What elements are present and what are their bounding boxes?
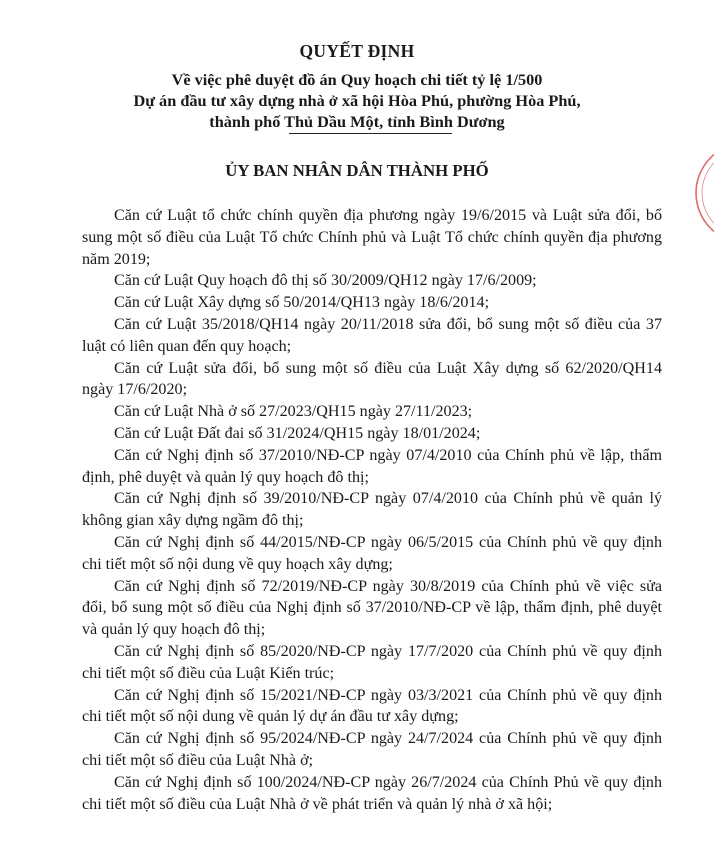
- legal-basis-paragraph: Căn cứ Luật Đất đai số 31/2024/QH15 ngày 18/01/2024;: [114, 424, 481, 442]
- legal-basis-paragraph: Căn cứ Nghị định số 100/2024/NĐ-CP ngày 26/7/2024 của Chính Phủ về quy định chi tiết một số điều của Luật Nhà ở về phát triển và quản lý nhà ở xã hội;: [82, 773, 662, 813]
- legal-basis-paragraph: Căn cứ Nghị định số 95/2024/NĐ-CP ngày 24/7/2024 của Chính phủ về quy định chi tiết một số điều của Luật Nhà ở;: [82, 730, 662, 769]
- legal-basis-paragraph: Căn cứ Nghị định số 39/2010/NĐ-CP ngày 07/4/2010 của Chính phủ về quản lý không gian xây dựng ngầm đô thị;: [82, 490, 662, 530]
- red-seal-stamp: [688, 138, 714, 248]
- document-subtitle: [0, 69, 714, 132]
- issuing-authority: ỦY BAN NHÂN DÂN THÀNH PHỐ: [225, 161, 489, 180]
- document-body: [82, 205, 662, 815]
- legal-basis-paragraph: Căn cứ Luật Nhà ở số 27/2023/QH15 ngày 27/11/2023;: [114, 403, 473, 421]
- legal-basis-paragraph: Căn cứ Nghị định số 15/2021/NĐ-CP ngày 03/3/2021 của Chính phủ về quy định chi tiết một số nội dung về quản lý dự án đầu tư xây dựng;: [82, 686, 662, 726]
- seal-text: [688, 168, 689, 229]
- subtitle-line: Dự án đầu tư xây dựng nhà ở xã hội Hòa Phú, phường Hòa Phú,: [133, 91, 581, 110]
- legal-basis-paragraph: Căn cứ Luật 35/2018/QH14 ngày 20/11/2018 sửa đổi, bổ sung một số điều của 37 luật có liên quan đến quy hoạch;: [82, 315, 662, 355]
- document-title: QUYẾT ĐỊNH: [299, 41, 415, 61]
- subtitle-line: Về việc phê duyệt đồ án Quy hoạch chi tiết tỷ lệ 1/500: [171, 70, 543, 89]
- legal-basis-paragraph: Căn cứ Nghị định số 37/2010/NĐ-CP ngày 07/4/2010 của Chính phủ về lập, thẩm định, phê duyệt và quản lý quy hoạch đô thị;: [82, 446, 662, 486]
- legal-basis-paragraph: Căn cứ Nghị định số 72/2019/NĐ-CP ngày 30/8/2019 của Chính phủ về việc sửa đổi, bổ sung một số điều của Nghị định số 37/2010/NĐ-CP về lập, thẩm định, phê duyệt và quản lý quy hoạch đô thị;: [82, 577, 662, 639]
- legal-basis-paragraph: Căn cứ Luật Quy hoạch đô thị số 30/2009/QH12 ngày 17/6/2009;: [114, 272, 537, 290]
- legal-basis-paragraph: Căn cứ Nghị định số 85/2020/NĐ-CP ngày 17/7/2020 của Chính phủ về quy định chi tiết một số điều của Luật Kiến trúc;: [82, 642, 662, 682]
- legal-basis-paragraph: Căn cứ Luật Xây dựng số 50/2014/QH13 ngày 18/6/2014;: [114, 294, 490, 312]
- legal-basis-paragraph: Căn cứ Nghị định số 44/2015/NĐ-CP ngày 06/5/2015 của Chính phủ về quy định chi tiết một số nội dung về quy hoạch xây dựng;: [82, 533, 662, 573]
- legal-basis-paragraph: Căn cứ Luật sửa đổi, bổ sung một số điều của Luật Xây dựng số 62/2020/QH14 ngày 17/6/2020;: [82, 359, 662, 399]
- title-underline: [289, 133, 452, 134]
- subtitle-line: thành phố Thủ Dầu Một, tỉnh Bình Dương: [209, 112, 505, 131]
- svg-text:ÂN DÂN THÀ: [688, 168, 689, 229]
- legal-basis-paragraph: Căn cứ Luật tổ chức chính quyền địa phương ngày 19/6/2015 và Luật sửa đổi, bổ sung một số điều của Luật Tổ chức Chính phủ và Luật Tổ chức chính quyền địa phương năm 2019;: [82, 207, 662, 268]
